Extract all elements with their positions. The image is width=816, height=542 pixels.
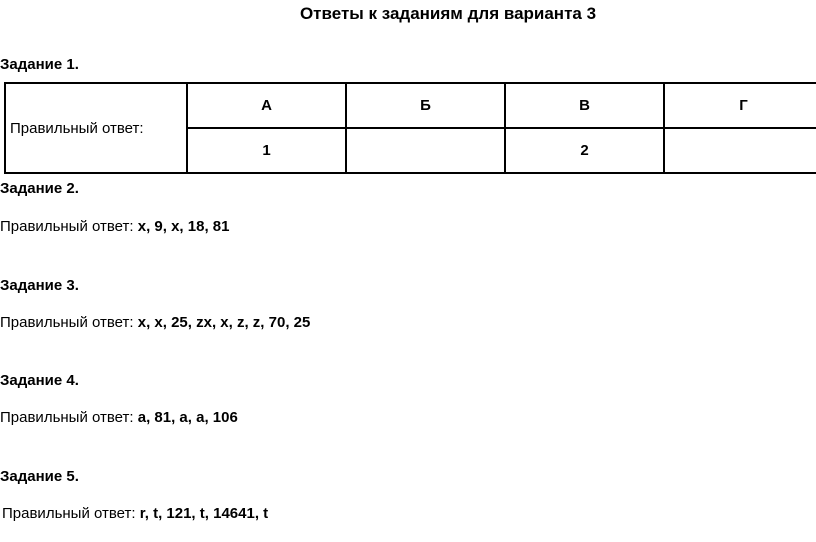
task-4-answer — [0, 409, 238, 426]
answer-label: Правильный ответ: — [0, 409, 134, 426]
answer-label: Правильный ответ: — [0, 218, 134, 235]
answer-values: a, 81, a, a, 106 — [137, 409, 238, 426]
answer-row-label: Правильный ответ: — [5, 83, 187, 173]
column-header-b: Б — [346, 83, 505, 128]
task-1-answer-table — [4, 82, 816, 174]
answer-label: Правильный ответ: — [2, 505, 136, 522]
task-4-heading: Задание 4. — [0, 372, 79, 389]
answer-values: x, 9, x, 18, 81 — [137, 218, 230, 235]
answer-cell-v: 2 — [505, 128, 664, 173]
answer-cell-b — [346, 128, 505, 173]
column-header-g: Г — [664, 83, 816, 128]
column-header-a: А — [187, 83, 346, 128]
task-1-heading: Задание 1. — [0, 56, 79, 73]
answer-label: Правильный ответ: — [0, 314, 134, 331]
answer-values: r, t, 121, t, 14641, t — [139, 505, 269, 522]
task-5-heading: Задание 5. — [0, 468, 79, 485]
column-header-v: В — [505, 83, 664, 128]
task-3-answer — [0, 314, 310, 331]
task-5-answer — [2, 505, 268, 522]
answer-cell-g — [664, 128, 816, 173]
task-3-heading: Задание 3. — [0, 277, 79, 294]
task-2-answer — [0, 218, 229, 235]
answer-values: x, x, 25, zx, x, z, z, 70, 25 — [137, 314, 311, 331]
answer-cell-a: 1 — [187, 128, 346, 173]
page-title: Ответы к заданиям для варианта 3 — [299, 4, 597, 23]
task-2-heading: Задание 2. — [0, 180, 79, 197]
